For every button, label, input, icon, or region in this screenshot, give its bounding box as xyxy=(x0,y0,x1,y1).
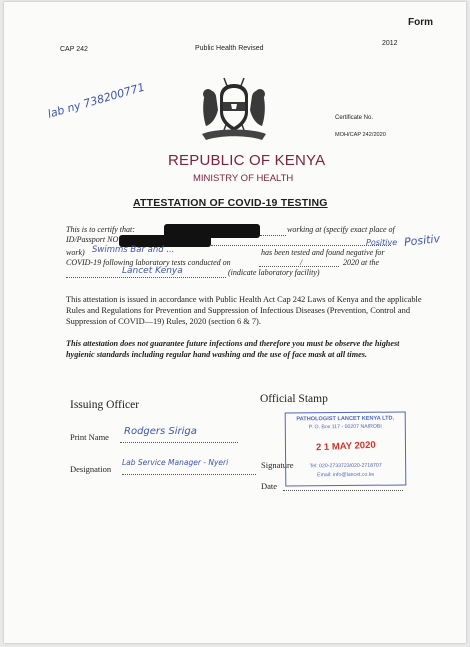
print-name-underline xyxy=(120,442,238,443)
test-date-separator: / xyxy=(300,258,303,267)
lab-underline xyxy=(66,277,226,278)
date-underline xyxy=(283,490,403,491)
ministry-heading: MINISTRY OF HEALTH xyxy=(193,173,294,184)
certificate-page xyxy=(4,2,466,643)
stamp-telephone: Tel: 020-2733723/020-2718707 xyxy=(309,462,382,470)
positive-margin-note: Positiv xyxy=(403,232,441,249)
print-name-label: Print Name xyxy=(70,432,109,442)
year-label: 2012 xyxy=(382,40,398,47)
lab-official-stamp xyxy=(285,411,407,486)
hygiene-disclaimer-paragraph: This attestation does not guarantee future infections and therefore you must be observe the highest hygienic standards including regular hand washing and the use of face mask at all times. xyxy=(66,339,400,359)
handwritten-reference: lab ny 738200771 xyxy=(46,80,147,121)
official-stamp-heading: Official Stamp xyxy=(260,393,328,405)
certify-line-4-start: COVID-19 following laboratory tests conducted on xyxy=(66,258,231,267)
certify-line-3-start: work) xyxy=(66,248,85,257)
form-label: Form xyxy=(408,17,433,28)
stamp-address: P. O. Box 117 - 00207 NAIROBI xyxy=(308,423,382,431)
certify-line-5-end: (indicate laboratory facility) xyxy=(228,268,320,277)
signature-label: Signature xyxy=(261,460,294,470)
certificate-number: MOH/CAP 242/2020 xyxy=(335,132,386,138)
legal-basis-paragraph: This attestation is issued in accordance with Public Health Act Cap 242 Laws of Kenya and the applicable Rules and Regulations for Prevention and Suppression of Infectious Diseases (Prevention, Control and Suppression of COVID—19) Rules, 2020 (section 6 & 7). xyxy=(66,295,422,326)
work-place-value: Swimms Bar and ... xyxy=(92,245,175,255)
certify-line-4-end: 2020 at the xyxy=(343,258,379,267)
id-underline xyxy=(211,245,391,246)
name-underline xyxy=(260,235,286,236)
certificate-number-label: Certificate No. xyxy=(335,115,374,121)
republic-heading: REPUBLIC OF KENYA xyxy=(168,152,326,169)
stamp-email: Email: info@lancet.co.ke xyxy=(317,471,375,479)
stamp-company: PATHOLOGIST LANCET KENYA LTD. xyxy=(296,415,395,423)
designation-underline xyxy=(122,474,256,475)
designation-value: Lab Service Manager - Nyeri xyxy=(122,458,229,467)
print-name-value: Rodgers Siriga xyxy=(124,426,197,437)
certify-line-1-start: This is to certify that: xyxy=(66,225,135,234)
act-label: Public Health Revised xyxy=(195,45,264,52)
cap-label: CAP 242 xyxy=(60,46,88,53)
certify-line-1-end: working at (specify exact place of xyxy=(287,225,395,234)
stamp-date: 2 1 MAY 2020 xyxy=(315,439,376,454)
designation-label: Designation xyxy=(70,464,112,474)
test-date-underline xyxy=(259,266,339,267)
document-title: ATTESTATION OF COVID-19 TESTING xyxy=(133,197,328,209)
certify-line-2-start: ID/Passport NO xyxy=(66,235,119,244)
issuing-officer-heading: Issuing Officer xyxy=(70,399,140,411)
date-label: Date xyxy=(261,481,278,491)
coat-of-arms-emblem xyxy=(196,74,272,144)
positive-overwrite: Positive xyxy=(366,238,398,247)
certify-line-3-end: has been tested and found negative for xyxy=(261,248,385,257)
laboratory-value: Lancet Kenya xyxy=(122,266,183,276)
